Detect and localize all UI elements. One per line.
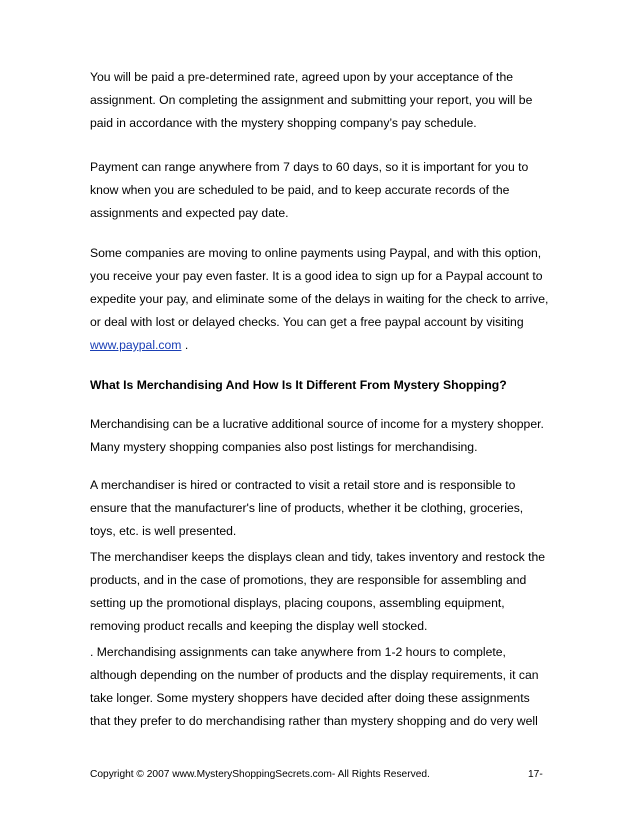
footer-copyright: Copyright © 2007 www.MysteryShoppingSecrets.com- All Rights Reserved. — [90, 769, 430, 780]
text-line: removing product recalls and keeping the display well stocked. — [90, 619, 428, 633]
text-line: although depending on the number of products and the display requirements, it can — [90, 668, 539, 682]
text-line: paid in accordance with the mystery shopping company’s pay schedule. — [90, 116, 477, 130]
text-line: ensure that the manufacturer's line of products, whether it be clothing, groceries, — [90, 501, 524, 515]
text-line: toys, etc. is well presented. — [90, 524, 237, 538]
text-line: Merchandising can be a lucrative additional source of income for a mystery shopper. — [90, 417, 544, 431]
text-line: know when you are scheduled to be paid, and to keep accurate records of the — [90, 183, 510, 197]
text-line: take longer. Some mystery shoppers have decided after doing these assignments — [90, 691, 530, 705]
text-line: or deal with lost or delayed checks. You can get a free paypal account by visiting — [90, 315, 524, 329]
paragraph-merch-duration — [90, 641, 565, 733]
text-line: assignment. On completing the assignment and submitting your report, you will be — [90, 93, 533, 107]
paragraph-merchandiser-role — [90, 474, 565, 543]
paragraph-merchandiser-duties — [90, 546, 565, 638]
text-line: . Merchandising assignments can take anywhere from 1-2 hours to complete, — [90, 645, 506, 659]
text-line: Payment can range anywhere from 7 days to 60 days, so it is important for you to — [90, 160, 529, 174]
text-fragment: . — [181, 338, 189, 352]
text-line: expedite your pay, and eliminate some of the delays in waiting for the check to arrive, — [90, 292, 549, 306]
paragraph-payment-range — [90, 156, 565, 225]
document-page — [90, 0, 565, 826]
text-line: A merchandiser is hired or contracted to visit a retail store and is responsible to — [90, 478, 516, 492]
text-line: You will be paid a pre-determined rate, agreed upon by your acceptance of the — [90, 70, 514, 84]
paragraph-paypal — [90, 242, 565, 357]
text-line: setting up the promotional displays, placing coupons, assembling equipment, — [90, 596, 505, 610]
paypal-link[interactable]: www.paypal.com — [90, 338, 182, 352]
text-line: Some companies are moving to online payments using Paypal, and with this option, — [90, 246, 542, 260]
paragraph-merch-intro — [90, 413, 565, 459]
text-line: products, and in the case of promotions, they are responsible for assembling and — [90, 573, 527, 587]
text-line: Many mystery shopping companies also post listings for merchandising. — [90, 440, 478, 454]
text-line: that they prefer to do merchandising rather than mystery shopping and do very well — [90, 714, 538, 728]
text-line: you receive your pay even faster. It is a good idea to sign up for a Paypal account to — [90, 269, 543, 283]
text-line-with-link — [90, 334, 565, 357]
section-heading: What Is Merchandising And How Is It Different From Mystery Shopping? — [90, 378, 507, 392]
page-number: 17- — [528, 769, 543, 780]
paragraph-payment-rate — [90, 66, 565, 135]
text-line: assignments and expected pay date. — [90, 206, 289, 220]
text-line: The merchandiser keeps the displays clean and tidy, takes inventory and restock the — [90, 550, 546, 564]
